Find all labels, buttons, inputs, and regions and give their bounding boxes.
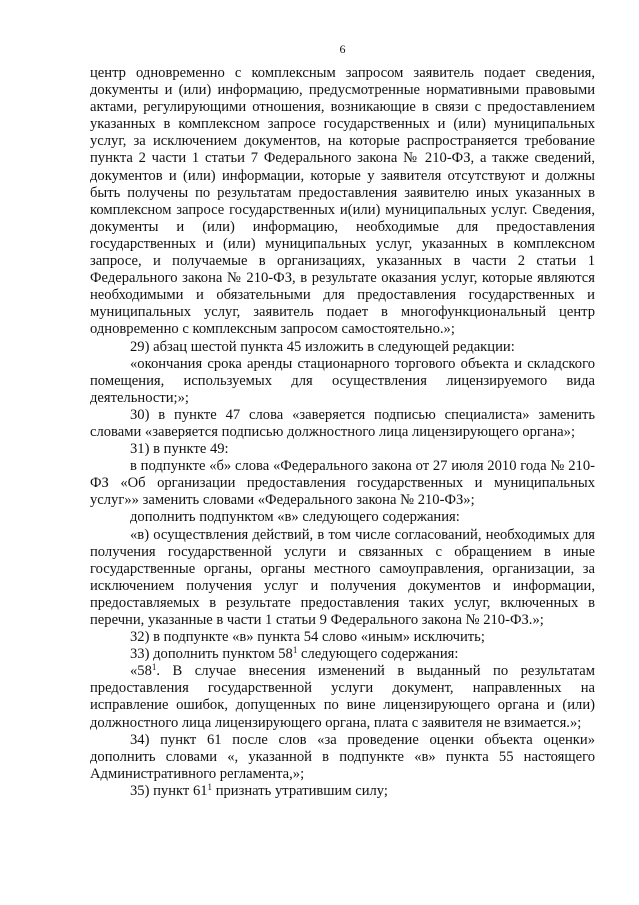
paragraph-35-sup: 1 — [207, 781, 213, 792]
paragraph-33-quote-pre: «58 — [130, 663, 152, 680]
paragraph-34: 34) пункт 61 после слов «за проведение оценки объекта оценки» дополнить словами «, указанной в подпункте «в» пункта 55 настоящего Административного регламента,»; — [90, 731, 595, 782]
paragraph-29: 29) абзац шестой пункта 45 изложить в следующей редакции: — [130, 338, 515, 355]
page-number: 6 — [339, 42, 346, 56]
paragraph-31-add: дополнить подпунктом «в» следующего содержания: — [130, 509, 460, 526]
paragraph-33-quote-post: . В случае внесения изменений в выданный по результатам предоставления государственной услуги документ, направленных на исправление ошибок, допущенных по вине лицензирующего органа и (или) должностного лица лицензирующего органа, плата с заявителя не взимается.»; — [90, 663, 595, 731]
paragraph-35-post: признать утратившим силу; — [212, 782, 388, 799]
paragraph-31-b: в подпункте «б» слова «Федерального закона от 27 июля 2010 года № 210-ФЗ «Об организации предоставления государственных и муниципальных услуг»» заменить словами «Федерального закона № 210-ФЗ»; — [90, 458, 595, 509]
paragraph-33-sup: 1 — [292, 645, 298, 656]
paragraph-33-pre: 33) дополнить пунктом 58 — [130, 646, 293, 663]
paragraph-33-quote-sup: 1 — [151, 662, 157, 673]
paragraph-35-pre: 35) пункт 61 — [130, 782, 208, 799]
paragraph-35 — [90, 783, 595, 800]
paragraph-31: 31) в пункте 49: — [130, 441, 229, 458]
paragraph-33 — [90, 646, 595, 663]
paragraph-31-v: «в) осуществления действий, в том числе согласований, необходимых для получения государственной услуги и связанных с обращением в иные государственные органы, органы местного самоуправления, организации, за исключением получения услуг и получения документов и информации, предоставляемых в результате предоставления таких услуг, включенных в перечни, указанные в части 1 статьи 9 Федерального закона № 210-ФЗ.»; — [90, 526, 595, 628]
paragraph-30: 30) в пункте 47 слова «заверяется подписью специалиста» заменить словами «заверяется подписью должностного лица лицензирующего органа»; — [90, 406, 595, 440]
paragraph-29-quote: «окончания срока аренды стационарного торгового объекта и складского помещения, используемых для осуществления лицензируемого вида деятельности;»; — [90, 355, 595, 406]
paragraph-33-post: следующего содержания: — [297, 646, 459, 663]
paragraph-32: 32) в подпункте «в» пункта 54 слово «иным» исключить; — [130, 629, 485, 646]
paragraph-33-quote — [90, 663, 595, 731]
paragraph-1: центр одновременно с комплексным запросом заявитель подает сведения, документы и (или) информацию, предусмотренные нормативными правовыми актами, регулирующими отношения, возникающие в связи с предоставлением указанных в комплексном запросе государственных и (или) муниципальных услуг, за исключением документов, на которые распространяется требование пункта 2 части 1 статьи 7 Федерального закона № 210-ФЗ, а также сведений, документов и (или) информации, которые у заявителя отсутствуют и должны быть получены по результатам предоставления заявителю иных указанных в комплексном запросе государственных и(или) муниципальных услуг. Сведения, документы и (или) информацию, необходимые для предоставления государственных и (или) муниципальных услуг, указанных в комплексном запросе, и получаемые в организациях, указанных в части 2 статьи 1 Федерального закона № 210-ФЗ, в результате оказания услуг, которые являются необходимыми и обязательными для предоставления государственных и муниципальных услуг, заявитель подает в многофункциональный центр одновременно с комплексным запросом самостоятельно.»; — [90, 65, 595, 338]
